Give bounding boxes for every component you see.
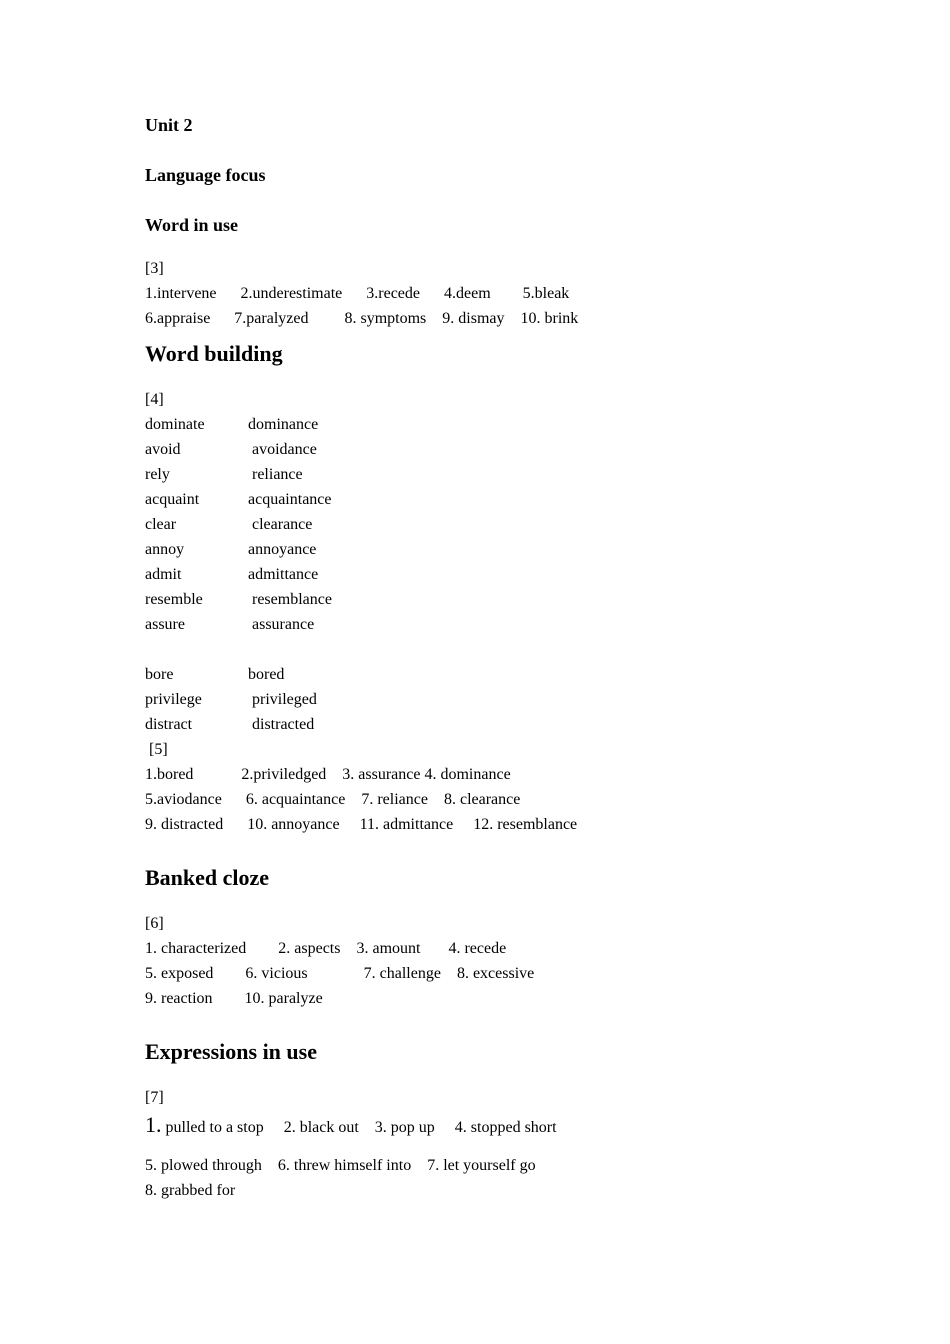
word-building-heading: Word building bbox=[145, 341, 283, 366]
base-word: clear bbox=[145, 516, 177, 533]
base-word: resemble bbox=[145, 591, 203, 608]
answer-line: 1.bored 2.priviledged 3. assurance 4. dominance bbox=[145, 766, 511, 783]
task-label-6: [6] bbox=[145, 915, 164, 932]
derived-word: assurance bbox=[248, 616, 315, 633]
derived-word: reliance bbox=[248, 466, 303, 483]
language-focus-heading: Language focus bbox=[145, 165, 266, 185]
word-pair-row bbox=[145, 487, 830, 512]
unit-heading: Unit 2 bbox=[145, 115, 193, 135]
answer-line: 5.aviodance 6. acquaintance 7. reliance 8. clearance bbox=[145, 791, 521, 808]
base-word: distract bbox=[145, 716, 193, 733]
base-word: rely bbox=[145, 466, 170, 483]
word-pair-row bbox=[145, 662, 830, 687]
base-word: acquaint bbox=[145, 491, 200, 508]
item-number-large: 1. bbox=[145, 1112, 162, 1137]
word-pair-row bbox=[145, 462, 830, 487]
answer-line: 1.intervene 2.underestimate 3.recede 4.deem 5.bleak bbox=[145, 285, 570, 302]
word-pair-row bbox=[145, 587, 830, 612]
banked-cloze-heading: Banked cloze bbox=[145, 865, 270, 890]
word-pair-row bbox=[145, 562, 830, 587]
derived-word: clearance bbox=[248, 516, 313, 533]
base-word: dominate bbox=[145, 416, 205, 433]
base-word: assure bbox=[145, 616, 185, 633]
word-pair-row bbox=[145, 537, 830, 562]
word-pair-row bbox=[145, 612, 830, 637]
derived-word: annoyance bbox=[248, 541, 317, 558]
answer-line: 5. plowed through 6. threw himself into 7. let yourself go bbox=[145, 1157, 536, 1174]
derived-word: distracted bbox=[248, 716, 315, 733]
task-label-3: [3] bbox=[145, 260, 164, 277]
answer-line: 9. distracted 10. annoyance 11. admittance 12. resemblance bbox=[145, 816, 578, 833]
derived-word: avoidance bbox=[248, 441, 317, 458]
answer-line: 6.appraise 7.paralyzed 8. symptoms 9. dismay 10. brink bbox=[145, 310, 579, 327]
task-label-4: [4] bbox=[145, 391, 164, 408]
derived-word: bored bbox=[248, 666, 285, 683]
answer-text: pulled to a stop 2. black out 3. pop up 4. stopped short bbox=[161, 1119, 557, 1136]
word-pair-row bbox=[145, 412, 830, 437]
blank-line bbox=[145, 637, 830, 662]
base-word: privilege bbox=[145, 691, 202, 708]
derived-word: admittance bbox=[248, 566, 319, 583]
answer-line: 5. exposed 6. vicious 7. challenge 8. excessive bbox=[145, 965, 535, 982]
word-pair-row bbox=[145, 712, 830, 737]
word-pair-row bbox=[145, 437, 830, 462]
answer-line: 9. reaction 10. paralyze bbox=[145, 990, 323, 1007]
task-label-7: [7] bbox=[145, 1089, 164, 1106]
word-in-use-heading: Word in use bbox=[145, 215, 239, 235]
task-label-5: [5] bbox=[145, 741, 168, 758]
word-pair-row bbox=[145, 512, 830, 537]
answer-line: 8. grabbed for bbox=[145, 1182, 236, 1199]
derived-word: dominance bbox=[248, 416, 319, 433]
base-word: admit bbox=[145, 566, 182, 583]
derived-word: privileged bbox=[248, 691, 317, 708]
base-word: annoy bbox=[145, 541, 185, 558]
answer-line bbox=[145, 1110, 830, 1143]
answer-line: 1. characterized 2. aspects 3. amount 4. recede bbox=[145, 940, 507, 957]
expressions-in-use-heading: Expressions in use bbox=[145, 1039, 317, 1064]
base-word: avoid bbox=[145, 441, 181, 458]
derived-word: acquaintance bbox=[248, 491, 332, 508]
derived-word: resemblance bbox=[248, 591, 332, 608]
word-pair-row bbox=[145, 687, 830, 712]
base-word: bore bbox=[145, 666, 174, 683]
